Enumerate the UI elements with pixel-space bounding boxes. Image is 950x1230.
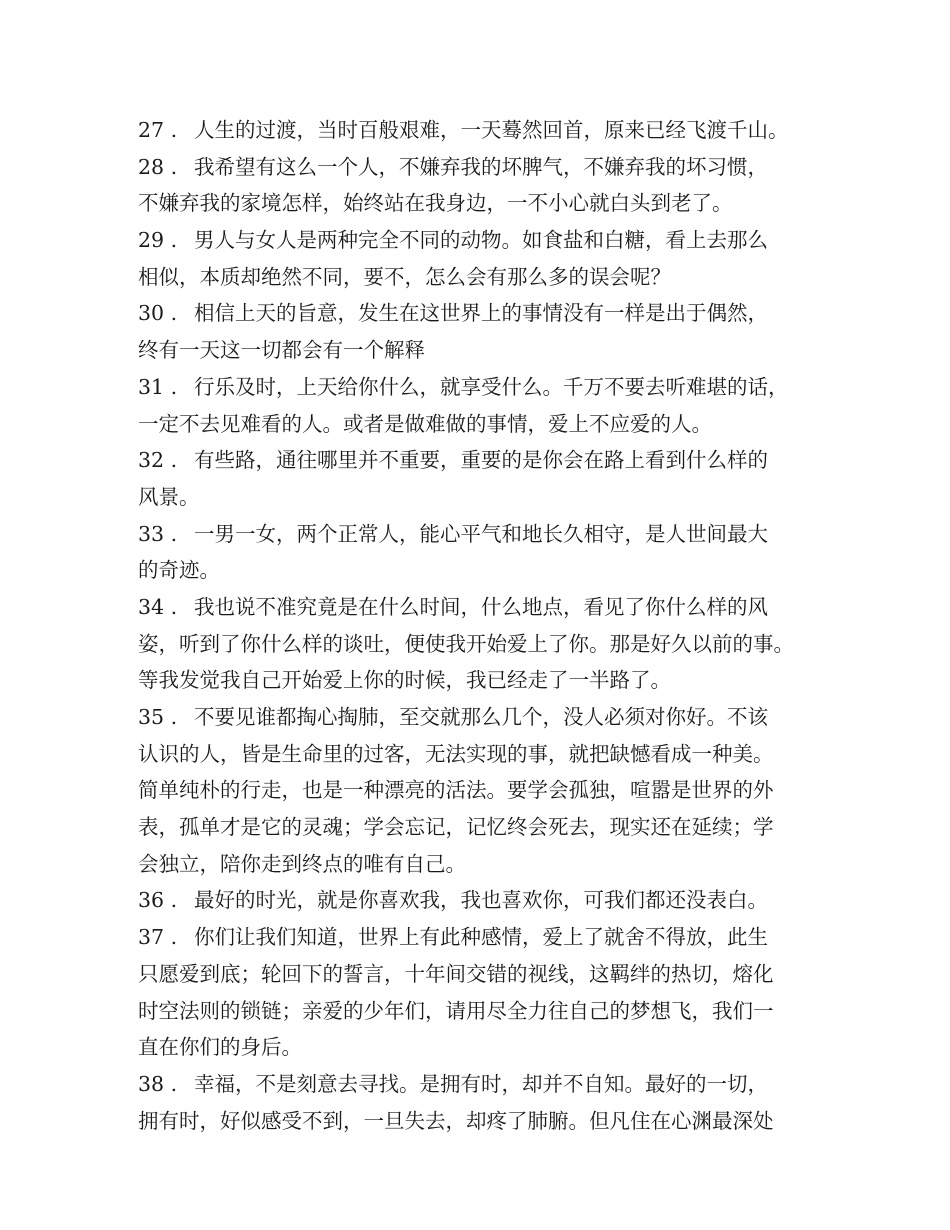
continuation-line bbox=[138, 479, 828, 516]
line-text: 一定不去见难看的人。或者是做难做的事情，爱上不应爱的人。 bbox=[138, 411, 712, 436]
item-number: 34 . bbox=[138, 594, 178, 619]
line-text: 不嫌弃我的家境怎样，始终站在我身边，一不小心就白头到老了。 bbox=[138, 191, 733, 216]
numbered-line bbox=[138, 112, 828, 149]
continuation-line bbox=[138, 552, 828, 589]
line-text: 简单纯朴的行走，也是一种漂亮的活法。要学会孤独，喧嚣是世界的外 bbox=[138, 778, 774, 803]
item-number: 29 . bbox=[138, 228, 178, 253]
line-text: 有些路，通往哪里并不重要，重要的是你会在路上看到什么样的 bbox=[194, 448, 768, 473]
line-text: 一男一女，两个正常人，能心平气和地长久相守，是人世间最大 bbox=[194, 521, 768, 546]
item-number: 33 . bbox=[138, 521, 178, 546]
line-text: 拥有时，好似感受不到，一旦失去，却疼了肺腑。但凡住在心渊最深处 bbox=[138, 1108, 774, 1133]
line-text: 时空法则的锁链；亲爱的少年们，请用尽全力往自己的梦想飞，我们一 bbox=[138, 998, 774, 1023]
line-text: 等我发觉我自己开始爱上你的时候，我已经走了一半路了。 bbox=[138, 668, 671, 693]
continuation-line bbox=[138, 993, 828, 1030]
continuation-line bbox=[138, 772, 828, 809]
line-text: 你们让我们知道，世界上有此种感情，爱上了就舍不得放，此生 bbox=[194, 925, 768, 950]
line-text: 行乐及时，上天给你什么，就享受什么。千万不要去听难堪的话， bbox=[194, 374, 789, 399]
line-text: 表，孤单才是它的灵魂；学会忘记，记忆终会死去，现实还在延续；学 bbox=[138, 815, 774, 840]
continuation-line bbox=[138, 332, 828, 369]
numbered-line bbox=[138, 919, 828, 956]
item-number: 36 . bbox=[138, 888, 178, 913]
line-text: 认识的人，皆是生命里的过客，无法实现的事，就把缺憾看成一种美。 bbox=[138, 741, 774, 766]
numbered-line bbox=[138, 882, 828, 919]
continuation-line bbox=[138, 626, 828, 663]
continuation-line bbox=[138, 846, 828, 883]
continuation-line bbox=[138, 185, 828, 222]
continuation-line bbox=[138, 1029, 828, 1066]
numbered-line bbox=[138, 369, 828, 406]
numbered-line bbox=[138, 295, 828, 332]
item-number: 37 . bbox=[138, 925, 178, 950]
line-text: 相信上天的旨意，发生在这世界上的事情没有一样是出于偶然， bbox=[194, 301, 768, 326]
document-body bbox=[138, 112, 828, 1139]
line-text: 姿，听到了你什么样的谈吐，便使我开始爱上了你。那是好久以前的事。 bbox=[138, 631, 794, 656]
continuation-line bbox=[138, 259, 828, 296]
line-text: 男人与女人是两种完全不同的动物。如食盐和白糖，看上去那么 bbox=[194, 228, 768, 253]
numbered-line bbox=[138, 149, 828, 186]
item-number: 28 . bbox=[138, 154, 178, 179]
item-number: 35 . bbox=[138, 705, 178, 729]
line-text: 直在你们的身后。 bbox=[138, 1035, 302, 1060]
line-text: 幸福，不是刻意去寻找。是拥有时，却并不自知。最好的一切， bbox=[194, 1071, 768, 1096]
continuation-line bbox=[138, 1103, 828, 1140]
continuation-line bbox=[138, 406, 828, 443]
item-number: 31 . bbox=[138, 374, 178, 399]
line-text: 人生的过渡，当时百般艰难，一天蓦然回首，原来已经飞渡千山。 bbox=[194, 118, 789, 142]
line-text: 我希望有这么一个人，不嫌弃我的坏脾气，不嫌弃我的坏习惯， bbox=[194, 154, 768, 179]
numbered-line bbox=[138, 1066, 828, 1103]
item-number: 27 . bbox=[138, 118, 178, 142]
numbered-line bbox=[138, 516, 828, 553]
numbered-line bbox=[138, 589, 828, 626]
item-number: 38 . bbox=[138, 1071, 178, 1096]
line-text: 我也说不准究竟是在什么时间，什么地点，看见了你什么样的风 bbox=[194, 594, 768, 619]
item-number: 30 . bbox=[138, 301, 178, 326]
item-number: 32 . bbox=[138, 448, 178, 473]
continuation-line bbox=[138, 956, 828, 993]
continuation-line bbox=[138, 809, 828, 846]
continuation-line bbox=[138, 662, 828, 699]
line-text: 不要见谁都掏心掏肺，至交就那么几个，没人必须对你好。不该 bbox=[194, 705, 768, 729]
line-text: 风景。 bbox=[138, 484, 200, 509]
numbered-line bbox=[138, 442, 828, 479]
line-text: 终有一天这一切都会有一个解释 bbox=[138, 338, 425, 363]
line-text: 只愿爱到底；轮回下的誓言，十年间交错的视线，这羁绊的热切，熔化 bbox=[138, 961, 774, 986]
line-text: 会独立，陪你走到终点的唯有自己。 bbox=[138, 851, 466, 876]
line-text: 相似，本质却绝然不同，要不，怎么会有那么多的误会呢？ bbox=[138, 264, 671, 289]
numbered-line bbox=[138, 699, 828, 736]
line-text: 的奇迹。 bbox=[138, 558, 220, 583]
numbered-line bbox=[138, 222, 828, 259]
line-text: 最好的时光，就是你喜欢我，我也喜欢你，可我们都还没表白。 bbox=[194, 888, 768, 913]
continuation-line bbox=[138, 736, 828, 773]
